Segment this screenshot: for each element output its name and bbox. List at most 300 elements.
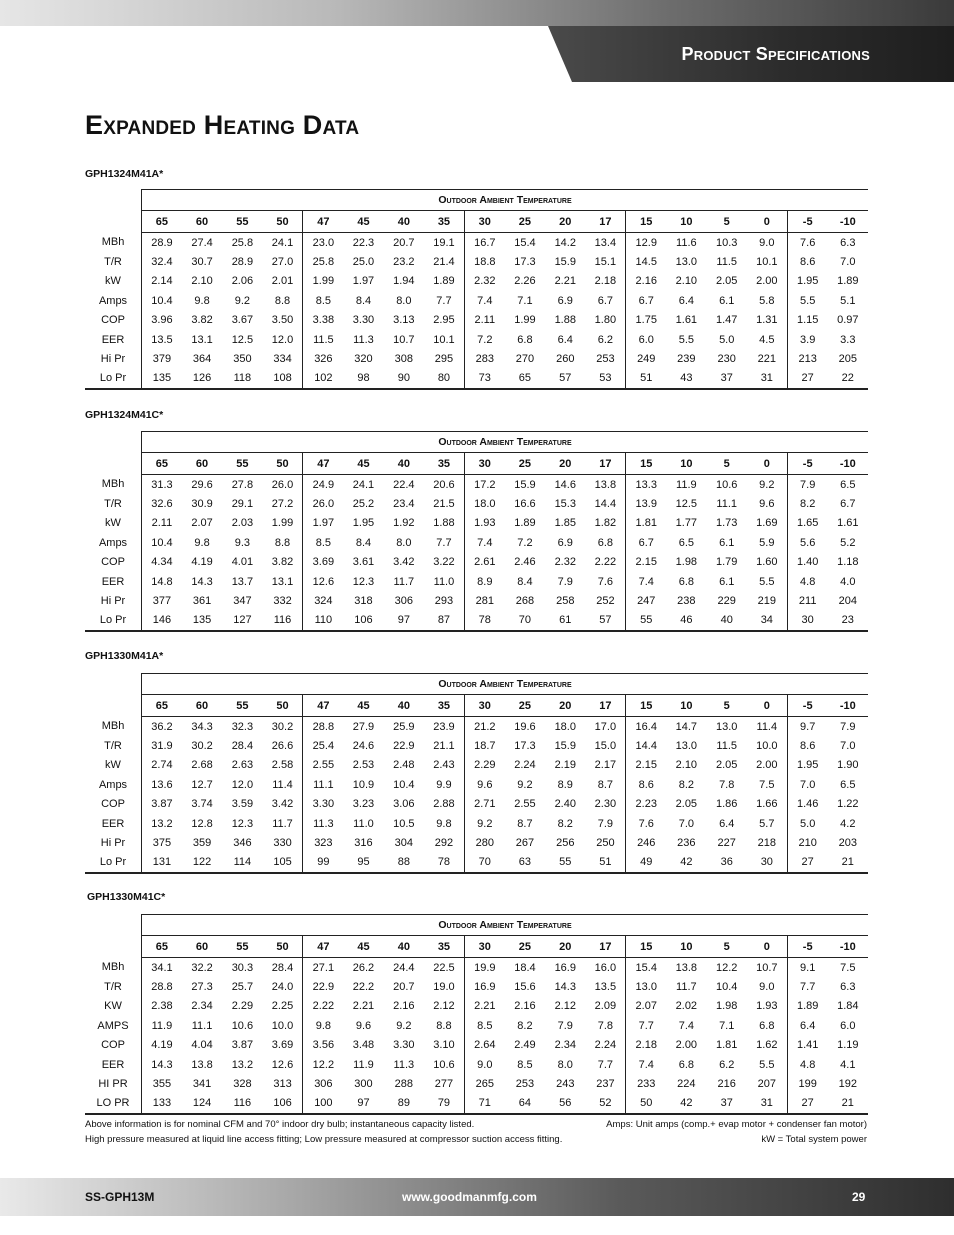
temperature-column-header: 55 <box>222 211 262 233</box>
table-cell: 105 <box>263 853 303 873</box>
table-cell: 1.69 <box>756 517 778 530</box>
table-cell: 3.30 <box>303 795 343 814</box>
table-cell: 116 <box>222 1094 262 1114</box>
table-cell: 34.3 <box>191 720 213 733</box>
temperature-column-header: 20 <box>545 936 585 958</box>
table-cell: 267 <box>515 837 535 850</box>
table-cell: 2.24 <box>594 1039 617 1052</box>
table-cell: 14.6 <box>554 478 576 491</box>
table-cell: 22 <box>828 369 868 389</box>
row-label: COP <box>85 795 142 814</box>
table-cell: 30.3 <box>231 961 254 974</box>
temperature-column-header: -10 <box>828 453 868 475</box>
table-cell: 27 <box>787 369 827 389</box>
row-label: T/R <box>85 977 142 996</box>
row-label-header <box>85 211 142 233</box>
table-cell: 1.60 <box>756 556 778 569</box>
table-cell: 13.0 <box>675 256 698 269</box>
table-cell: 12.8 <box>191 817 213 830</box>
row-label: Amps <box>85 291 142 310</box>
table-cell: 5.6 <box>787 533 827 552</box>
table-cell: 37 <box>707 369 747 389</box>
table-cell: 230 <box>717 353 736 366</box>
table-cell: 9.8 <box>194 536 210 549</box>
table-cell: 308 <box>394 353 414 366</box>
table-cell: 288 <box>394 1078 414 1091</box>
table-cell: 11.1 <box>716 498 737 511</box>
table-cell: 6.8 <box>597 536 614 549</box>
model-label-2: GPH1324M41C* <box>85 409 164 421</box>
table-cell: 2.05 <box>675 798 698 811</box>
table-cell: 13.5 <box>594 981 617 994</box>
temperature-column-header: 25 <box>505 453 545 475</box>
table-cell: 7.4 <box>626 572 666 591</box>
table-cell: 6.9 <box>557 536 573 549</box>
table-cell: 1.18 <box>837 556 859 569</box>
temperature-column-header: 65 <box>142 936 182 958</box>
table-cell: 8.7 <box>517 817 533 830</box>
table-cell: 20.7 <box>393 236 415 249</box>
table-row <box>85 756 868 775</box>
table-cell: 24.0 <box>271 981 294 994</box>
table-cell: 13.8 <box>191 1058 213 1071</box>
temperature-column-header: 10 <box>666 695 706 717</box>
table-cell: 2.22 <box>303 997 343 1016</box>
table-cell: 277 <box>434 1078 454 1091</box>
table-cell: 25.8 <box>303 252 343 271</box>
table-cell: 6.5 <box>678 536 694 549</box>
table-cell: 16.9 <box>464 977 504 996</box>
table-cell: 1.93 <box>756 1000 778 1013</box>
table-cell: 11.6 <box>676 236 697 249</box>
table-cell: 26.0 <box>271 478 294 491</box>
table-cell: 1.81 <box>716 1039 738 1052</box>
table-cell: 70 <box>505 611 545 631</box>
table-cell: 24.9 <box>303 475 343 495</box>
footer-doc-id: SS-GPH13M <box>85 1190 155 1204</box>
table-cell: 10.3 <box>716 236 738 249</box>
table-cell: 30 <box>747 853 787 873</box>
table-cell: 108 <box>263 369 303 389</box>
table-cell: 2.24 <box>514 759 536 772</box>
temperature-column-header: 5 <box>707 695 747 717</box>
table-cell: 13.7 <box>231 575 254 588</box>
table-row <box>85 533 868 552</box>
table-cell: 9.7 <box>787 717 827 737</box>
table-cell: 8.0 <box>396 536 412 549</box>
table-cell: 11.4 <box>272 778 293 791</box>
table-cell: 12.6 <box>271 1058 294 1071</box>
table-cell: 11.4 <box>756 720 778 733</box>
table-cell: 97 <box>343 1094 383 1114</box>
temperature-column-header: 40 <box>384 936 424 958</box>
table-cell: 22.9 <box>303 977 343 996</box>
table-cell: 8.4 <box>355 294 372 307</box>
table-cell: 4.34 <box>151 556 173 569</box>
table-cell: 3.42 <box>271 798 294 811</box>
table-cell: 2.68 <box>191 759 213 772</box>
table-cell: 6.8 <box>678 575 694 588</box>
table-cell: 9.2 <box>464 814 504 833</box>
table-cell: 359 <box>192 837 212 850</box>
table-cell: 21 <box>828 1094 868 1114</box>
table-cell: 229 <box>717 595 736 608</box>
table-cell: 1.82 <box>594 517 617 530</box>
table-cell: 24.6 <box>352 740 375 753</box>
table-cell: 8.5 <box>303 533 343 552</box>
table-cell: 16.4 <box>626 717 666 737</box>
table-cell: 13.4 <box>594 236 617 249</box>
table-cell: 7.6 <box>626 814 666 833</box>
heating-table-4 <box>85 914 868 1115</box>
table-cell: 2.71 <box>464 795 504 814</box>
table-cell: 32.4 <box>151 256 173 269</box>
table-cell: 19.6 <box>514 720 536 733</box>
table-cell: 4.19 <box>191 556 213 569</box>
temperature-column-header: -10 <box>828 695 868 717</box>
row-label: Amps <box>85 775 142 794</box>
table-cell: 375 <box>152 837 172 850</box>
table-cell: 2.26 <box>514 275 536 288</box>
table-cell: 11.9 <box>676 478 697 491</box>
table-cell: 2.34 <box>191 1000 213 1013</box>
table-row <box>85 494 868 513</box>
table-cell: 2.18 <box>594 275 617 288</box>
table-cell: 8.7 <box>597 778 614 791</box>
table-cell: 205 <box>838 353 857 366</box>
table-cell: 260 <box>556 353 575 366</box>
table-cell: 323 <box>303 833 343 852</box>
table-cell: 14.4 <box>594 498 617 511</box>
corner-cell <box>85 432 142 453</box>
temperature-column-header: 47 <box>303 453 343 475</box>
table-cell: 7.5 <box>759 778 775 791</box>
table-cell: 7.9 <box>787 475 827 495</box>
table-cell: 1.93 <box>464 514 504 533</box>
table-cell: 1.19 <box>837 1039 859 1052</box>
table-row <box>85 958 868 978</box>
row-label: T/R <box>85 736 142 755</box>
row-label: MBh <box>85 233 142 253</box>
temperature-column-header: 0 <box>747 695 787 717</box>
row-label: T/R <box>85 494 142 513</box>
row-label: kW <box>85 756 142 775</box>
table-cell: 11.5 <box>716 740 737 753</box>
table-cell: 2.53 <box>352 759 375 772</box>
table-cell: 8.2 <box>678 778 694 791</box>
table-cell: 10.1 <box>756 256 778 269</box>
table-cell: 95 <box>343 853 383 873</box>
table-cell: 9.6 <box>355 1019 372 1032</box>
top-gradient-bar <box>0 0 954 26</box>
row-label: Lo Pr <box>85 611 142 631</box>
temperature-column-header: 20 <box>545 211 585 233</box>
section-title: Product Specifications <box>681 44 870 64</box>
table-cell: 27.4 <box>191 236 213 249</box>
table-cell: 11.3 <box>353 333 374 346</box>
table-cell: 238 <box>677 595 696 608</box>
table-cell: 1.81 <box>626 514 666 533</box>
table-cell: 2.17 <box>594 759 617 772</box>
table-cell: 135 <box>182 611 222 631</box>
table-cell: 7.7 <box>436 294 452 307</box>
table-cell: 21.1 <box>433 740 455 753</box>
table-cell: 281 <box>464 591 504 610</box>
temperature-column-header: 20 <box>545 453 585 475</box>
table-cell: 2.15 <box>626 756 666 775</box>
table-cell: 2.01 <box>271 275 294 288</box>
table-cell: 2.11 <box>464 311 504 330</box>
temperature-column-header: 20 <box>545 695 585 717</box>
table-cell: 27.3 <box>191 981 213 994</box>
table-cell: 2.21 <box>464 997 504 1016</box>
table-cell: 3.30 <box>393 1039 415 1052</box>
table-cell: 30.2 <box>271 720 294 733</box>
table-cell: 118 <box>222 369 262 389</box>
table-cell: 40 <box>707 611 747 631</box>
table-cell: 3.48 <box>352 1039 375 1052</box>
table-cell: 252 <box>596 595 615 608</box>
table-row <box>85 1094 868 1114</box>
row-label: COP <box>85 553 142 572</box>
table-cell: 22.4 <box>393 478 415 491</box>
table-cell: 3.50 <box>271 314 294 327</box>
table-cell: 6.1 <box>719 294 735 307</box>
table-cell: 70 <box>464 853 504 873</box>
temperature-column-header: 17 <box>585 695 625 717</box>
temperature-column-header: 15 <box>626 936 666 958</box>
table-cell: 12.3 <box>352 575 375 588</box>
row-label: kW <box>85 272 142 291</box>
table-cell: 1.61 <box>675 314 698 327</box>
table-cell: 224 <box>677 1078 696 1091</box>
table-cell: 2.16 <box>514 1000 536 1013</box>
table-cell: 227 <box>717 837 736 850</box>
table-cell: 14.3 <box>151 1058 173 1071</box>
table-cell: 63 <box>505 853 545 873</box>
table-cell: 6.1 <box>719 536 735 549</box>
table-cell: 2.03 <box>231 517 254 530</box>
row-label: Lo Pr <box>85 369 142 389</box>
table-cell: 1.95 <box>787 272 827 291</box>
temperature-column-header: 10 <box>666 936 706 958</box>
table-cell: 13.8 <box>594 478 617 491</box>
table-cell: 192 <box>838 1078 857 1091</box>
table-cell: 13.6 <box>151 778 173 791</box>
row-label: kW <box>85 514 142 533</box>
table-cell: 25.0 <box>352 256 375 269</box>
table-cell: 11.1 <box>191 1019 213 1032</box>
table-row <box>85 717 868 737</box>
temperature-column-header: 50 <box>263 211 303 233</box>
table-cell: 5.1 <box>840 294 856 307</box>
table-cell: 13.2 <box>151 817 173 830</box>
table-cell: 17.3 <box>514 256 536 269</box>
table-cell: 21.2 <box>464 717 504 737</box>
table-cell: 7.4 <box>464 533 504 552</box>
temperature-column-header: 10 <box>666 453 706 475</box>
table-cell: 1.15 <box>787 311 827 330</box>
table-cell: 1.99 <box>303 272 343 291</box>
table-cell: 9.8 <box>303 1016 343 1035</box>
temperature-column-header: 45 <box>343 211 383 233</box>
table-cell: 2.16 <box>393 1000 415 1013</box>
table-cell: 46 <box>666 611 706 631</box>
table-cell: 300 <box>354 1078 373 1091</box>
temperature-column-header: 55 <box>222 936 262 958</box>
table-cell: 20.7 <box>393 981 415 994</box>
temperature-column-header: 15 <box>626 453 666 475</box>
table-cell: 26.2 <box>352 961 375 974</box>
temperature-column-header: 17 <box>585 211 625 233</box>
table-cell: 4.8 <box>787 1055 827 1074</box>
row-label-header <box>85 936 142 958</box>
table-cell: 5.8 <box>759 294 775 307</box>
table-cell: 8.6 <box>626 775 666 794</box>
temperature-column-header: 45 <box>343 936 383 958</box>
table-cell: 12.5 <box>231 333 254 346</box>
table-cell: 256 <box>556 837 575 850</box>
table-cell: 1.77 <box>675 517 698 530</box>
table-cell: 90 <box>384 369 424 389</box>
table-cell: 12.0 <box>271 333 294 346</box>
table-cell: 4.04 <box>191 1039 213 1052</box>
table-cell: 2.07 <box>191 517 213 530</box>
table-cell: 9.8 <box>194 294 210 307</box>
temperature-column-header: 0 <box>747 453 787 475</box>
table-cell: 29.1 <box>231 498 254 511</box>
table-cell: 13.1 <box>191 333 213 346</box>
table-cell: 15.3 <box>554 498 576 511</box>
ambient-temperature-header: Outdoor Ambient Temperature <box>142 674 869 695</box>
table-cell: 24.1 <box>352 478 375 491</box>
table-cell: 6.7 <box>626 291 666 310</box>
table-cell: 2.55 <box>514 798 536 811</box>
table-cell: 1.95 <box>352 517 375 530</box>
table-row <box>85 1016 868 1035</box>
table-cell: 2.55 <box>303 756 343 775</box>
table-cell: 31.3 <box>151 478 173 491</box>
table-cell: 99 <box>303 853 343 873</box>
table-cell: 13.0 <box>716 720 738 733</box>
temperature-column-header: -10 <box>828 936 868 958</box>
table-cell: 97 <box>384 611 424 631</box>
table-cell: 8.5 <box>464 1016 504 1035</box>
table-cell: 8.2 <box>517 1019 533 1032</box>
table-cell: 18.7 <box>464 736 504 755</box>
table-cell: 11.7 <box>393 575 415 588</box>
table-cell: 3.42 <box>393 556 415 569</box>
temperature-column-header: 35 <box>424 936 464 958</box>
table-row <box>85 814 868 833</box>
table-cell: 7.7 <box>787 977 827 996</box>
table-cell: 1.46 <box>787 795 827 814</box>
table-cell: 3.10 <box>433 1039 455 1052</box>
table-cell: 292 <box>434 837 454 850</box>
temperature-column-header: 55 <box>222 695 262 717</box>
table-cell: 10.6 <box>231 1019 254 1032</box>
row-label: EER <box>85 330 142 349</box>
table-cell: 6.8 <box>517 333 533 346</box>
temperature-column-header: -10 <box>828 211 868 233</box>
table-cell: 106 <box>343 611 383 631</box>
data-table <box>85 914 868 1115</box>
table-cell: 306 <box>303 1074 343 1093</box>
table-cell: 7.9 <box>557 575 573 588</box>
table-cell: 13.3 <box>626 475 666 495</box>
footer-website-link[interactable]: www.goodmanmfg.com <box>402 1190 537 1204</box>
table-cell: 55 <box>626 611 666 631</box>
row-label: COP <box>85 1036 142 1055</box>
table-cell: 135 <box>142 369 182 389</box>
temperature-column-header: 65 <box>142 453 182 475</box>
table-cell: 7.4 <box>464 291 504 310</box>
table-cell: 203 <box>838 837 857 850</box>
table-cell: 30.7 <box>191 256 213 269</box>
table-cell: 8.4 <box>355 536 372 549</box>
row-label: EER <box>85 814 142 833</box>
table-cell: 28.8 <box>151 981 173 994</box>
table-cell: 1.89 <box>433 275 455 288</box>
table-cell: 5.5 <box>678 333 694 346</box>
table-cell: 1.73 <box>716 517 738 530</box>
table-cell: 2.29 <box>464 756 504 775</box>
table-cell: 7.4 <box>626 1055 666 1074</box>
table-row <box>85 272 868 291</box>
table-cell: 5.0 <box>787 814 827 833</box>
table-cell: 332 <box>273 595 292 608</box>
table-cell: 7.2 <box>464 330 504 349</box>
table-cell: 1.89 <box>514 517 536 530</box>
table-cell: 7.9 <box>597 817 614 830</box>
table-cell: 213 <box>787 349 827 368</box>
row-label-header <box>85 453 142 475</box>
table-cell: 9.9 <box>436 778 452 791</box>
table-cell: 8.8 <box>274 536 291 549</box>
footnote-capacity: Above information is for nominal CFM and 70° indoor dry bulb; instantaneous capacity listed. <box>85 1119 475 1130</box>
table-cell: 13.0 <box>626 977 666 996</box>
table-cell: 199 <box>787 1074 827 1093</box>
temperature-column-header: 30 <box>464 695 504 717</box>
table-cell: 3.9 <box>787 330 827 349</box>
table-cell: 4.2 <box>840 817 856 830</box>
table-cell: 243 <box>556 1078 575 1091</box>
table-cell: 2.07 <box>626 997 666 1016</box>
temperature-column-header: 65 <box>142 695 182 717</box>
table-cell: 124 <box>182 1094 222 1114</box>
table-cell: 31 <box>747 369 787 389</box>
table-cell: 9.6 <box>464 775 504 794</box>
table-cell: 11.7 <box>272 817 293 830</box>
table-cell: 334 <box>273 353 292 366</box>
table-cell: 11.1 <box>303 775 343 794</box>
table-cell: 24.4 <box>393 961 415 974</box>
table-cell: 24.1 <box>271 236 294 249</box>
table-cell: 55 <box>545 853 585 873</box>
table-cell: 12.3 <box>231 817 254 830</box>
table-row <box>85 1074 868 1093</box>
table-cell: 6.0 <box>626 330 666 349</box>
table-cell: 18.0 <box>554 720 576 733</box>
table-cell: 1.66 <box>756 798 778 811</box>
table-cell: 8.9 <box>464 572 504 591</box>
table-cell: 20.6 <box>433 478 455 491</box>
table-cell: 1.98 <box>675 556 698 569</box>
table-cell: 12.2 <box>303 1055 343 1074</box>
table-cell: 1.97 <box>303 514 343 533</box>
table-cell: 233 <box>626 1074 666 1093</box>
temperature-column-header: 40 <box>384 211 424 233</box>
